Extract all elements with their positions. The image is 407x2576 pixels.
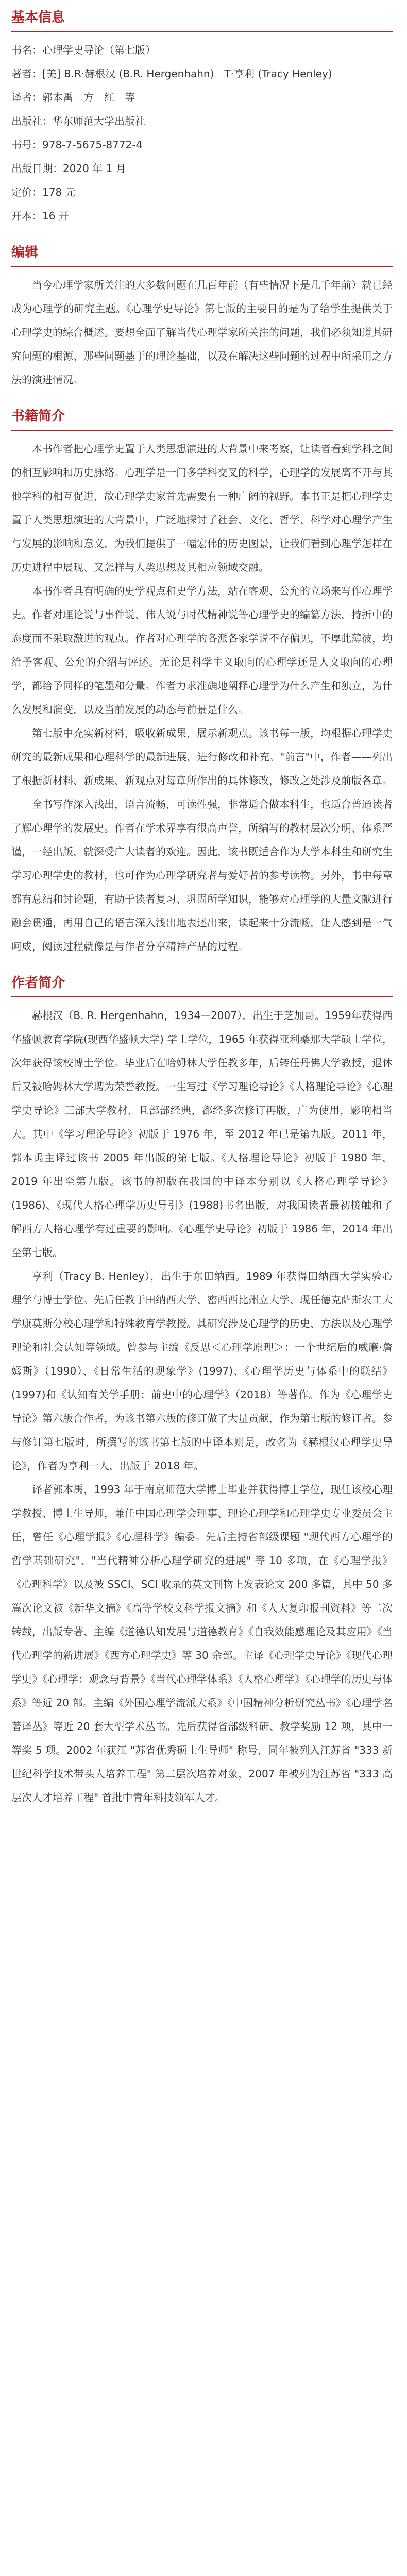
basic-info-divider [11, 31, 393, 32]
summary-paragraph: 第七版中充实新材料，吸收新成果，展示新观点。该书每一版，均根据心理学史研究的最新成果和心理科学的最新进展，进行修改和补充。"前言"中，作者——列出了根据新材料、新成果、新观点对每章所作出的具体修改，修改之处涉及前版各章。 [11, 727, 393, 787]
authors-section [11, 973, 393, 1809]
info-price: 定价：178 元 [11, 186, 76, 198]
editorial-section [11, 242, 393, 392]
editorial-divider [11, 266, 393, 267]
summary-section [11, 406, 393, 958]
info-publisher: 出版社：华东师范大学出版社 [11, 115, 145, 127]
basic-info-title: 基本信息 [11, 10, 65, 25]
info-publish-date: 出版日期：2020 年 1 月 [11, 162, 126, 175]
summary-divider [11, 430, 393, 431]
info-book-title: 书名：心理学史导论（第七版） [11, 44, 156, 56]
author-paragraph-hergenhahn: 赫根汉（B. R. Hergenhahn，1934—2007），出生于芝加哥。1959年获得西华盛顿教育学院(现西华盛顿大学) 学士学位，1965 年获得亚利桑那大学硕士学位，次年获得该校博士学位。毕业后在哈姆林大学任教多年，后转任丹佛大学教授，退休后又被哈姆林大学聘为荣誉教授。一生写过《学习理论导论》《人格理论导论》《心理学史导论》三部大学教材，且部部经典，都经多次修订再版，广为使用，影响相当大。其中《学习理论导论》初版于 1976 年，至 2012 年已是第九版。2011 年，郭本禹主译过该书 2005 年出版的第七版。《人格理论导论》初版于 1980 年，2019 年出至第九版。该书的初版在我国的中译本分别以《人格心理学导论》(1986)、《现代人格心理学历史导引》(1988)书名出版，对我国读者最初接触和了解西方人格心理学有过重要的影响。《心理学史导论》初版于 1986 年，2014 年出至第七版。 [11, 1009, 393, 1259]
info-authors: 著者：[美] B.R·赫根汉 (B.R. Hergenhahn) T·亨利 (Tracy Henley) [11, 67, 332, 80]
translator-paragraph-guo: 译者郭本禹，1993 年于南京师范大学博士毕业并获得博士学位，现任该校心理学教授、博士生导师，兼任中国心理学会理事、理论心理学和心理学史专业委员会主任，曾任《心理学报》《心理科学》编委。先后主持省部级课题 "现代西方心理学的哲学基础研究"、"当代精神分析心理学研究的进展" 等 10 多项，在《心理学报》《心理科学》以及被 SSCI、SCI 收录的英文刊物上发表论文 200 多篇，其中 50 多篇次论文被《新华文摘》《高等学校文科学报文摘》和《人大复印报刊资料》等二次转载，出版专著、主编《道德认知发展与道德教育》《自我效能感理论及其应用》《当代心理学的新进展》《西方心理学史》等 30 余部。主译《心理学史导论》《现代心理学史》《心理学：观念与背景》《当代心理学体系》《人格心理学》《心理学的历史与体系》等近 20 部。主编《外国心理学流派大系》《中国精神分析研究丛书》《心理学名著译丛》等近 20 套大型学术丛书。先后获得省部级科研、教学奖励 12 项，其中一等奖 5 项。2002 年获江 "苏省优秀硕士生导师" 称号，同年被列入江苏省 "333 新世纪科学技术带头人培养工程" 第二层次培养对象，2007 年被列为江苏省 "333 高层次人才培养工程" 首批中青年科技领军人才。 [11, 1483, 393, 1804]
editorial-title: 编辑 [11, 245, 39, 260]
editorial-paragraph: 当今心理学家所关注的大多数问题在几百年前（有些情况下是几千年前）就已经成为心理学的研究主题。《心理学史导论》第七版的主要目的是为了给学生提供关于心理学史的综合概述。要想全面了解当代心理学家所关注的问题，我们必须知道其研究问题的根源、那些问题基于的理论基础，以及在解决这些问题的过程中所采用之方法的演进情况。 [11, 279, 393, 386]
summary-paragraph: 本书作者具有明确的史学观点和史学方法，站在客观、公允的立场来写作心理学史。作者对理论说与事件说、伟人说与时代精神说等心理学史的编纂方法，持折中的态度而不采取激进的观点。作者对心理学的各派各家学说不存偏见，不厚此薄彼，均给予客观、公允的介绍与评述。无论是科学主义取向的心理学还是人文取向的心理学，都给予同样的笔墨和分量。作者力求准确地阐释心理学为什么产生和独立，为什么发展和演变，以及当前发展的动态与前景是什么。 [11, 585, 393, 716]
info-translators: 译者：郭本禹 方 红 等 [11, 91, 135, 104]
info-format: 开本：16 开 [11, 210, 69, 222]
authors-divider [11, 996, 393, 997]
summary-paragraph: 本书作者把心理学史置于人类思想演进的大背景中来考察，让读者看到学科之间的相互影响和历史脉络。心理学是一门多学科交叉的科学，心理学的发展离不开与其他学科的相互促进，故心理学史家首先需要有一种广阔的视野。本书正是把心理学史置于人类思想演进的大背景中，广泛地探讨了社会、文化、哲学、科学对心理学产生与发展的影响和意义，为我们提供了一幅宏伟的历史图景，让我们看到心理学怎样在历史进程中展现、又怎样与人类思想及其相应领域交融。 [11, 443, 393, 573]
basic-info-section [11, 7, 393, 228]
summary-title: 书籍简介 [11, 409, 65, 424]
authors-title: 作者简介 [11, 975, 65, 991]
info-isbn: 书号：978-7-5675-8772-4 [11, 139, 143, 151]
author-paragraph-henley: 亨利（Tracy B. Henley），出生于东田纳西。1989 年获得田纳西大学实验心理学与博士学位。先后任教于田纳西大学、密西西比州立大学、现任德克萨斯农工大学康莫斯分校心理学和特殊教育学教授。其研究涉及心理学的历史、方法以及心理学理论和社会认知等领域。曾参与主编《反思＜心理学原理＞：一个世纪后的威廉·詹姆斯》（1990）、《日常生活的现象学》(1997)、《心理学历史与体系中的联结》(1997)和《认知有关学手册：前史中的心理学》（2018）等著作。作为《心理学史导论》第六版合作者，为该书第六版的修订做了大量贡献，作为第七版的修订者。参与修订第七版时，所撰写的该书第七版的中译本则是，改名为《赫根汉心理学史导论》，作者为亨利一人，出版于 2018 年。 [11, 1270, 393, 1472]
summary-paragraph: 全书写作深入浅出，语言流畅，可读性强，非常适合做本科生，也适合普通读者了解心理学的发展史。作者在学术界享有很高声誉，所编写的教材层次分明、体系严谨，一经出版，就深受广大读者的欢迎。因此，该书既适合作为大学本科生和研究生学习心理学史的教材，也可作为心理学研究者与爱好者的参考读物。另外，书中每章都有总结和讨论题，有助于读者复习、巩固所学知识，能够对心理学的大量文献进行融会贯通，再用自己的语言深入浅出地表述出来，读起来十分流畅，让人感到是一气呵成，阅读过程就像是与作者分享精神产品的过程。 [11, 798, 393, 953]
